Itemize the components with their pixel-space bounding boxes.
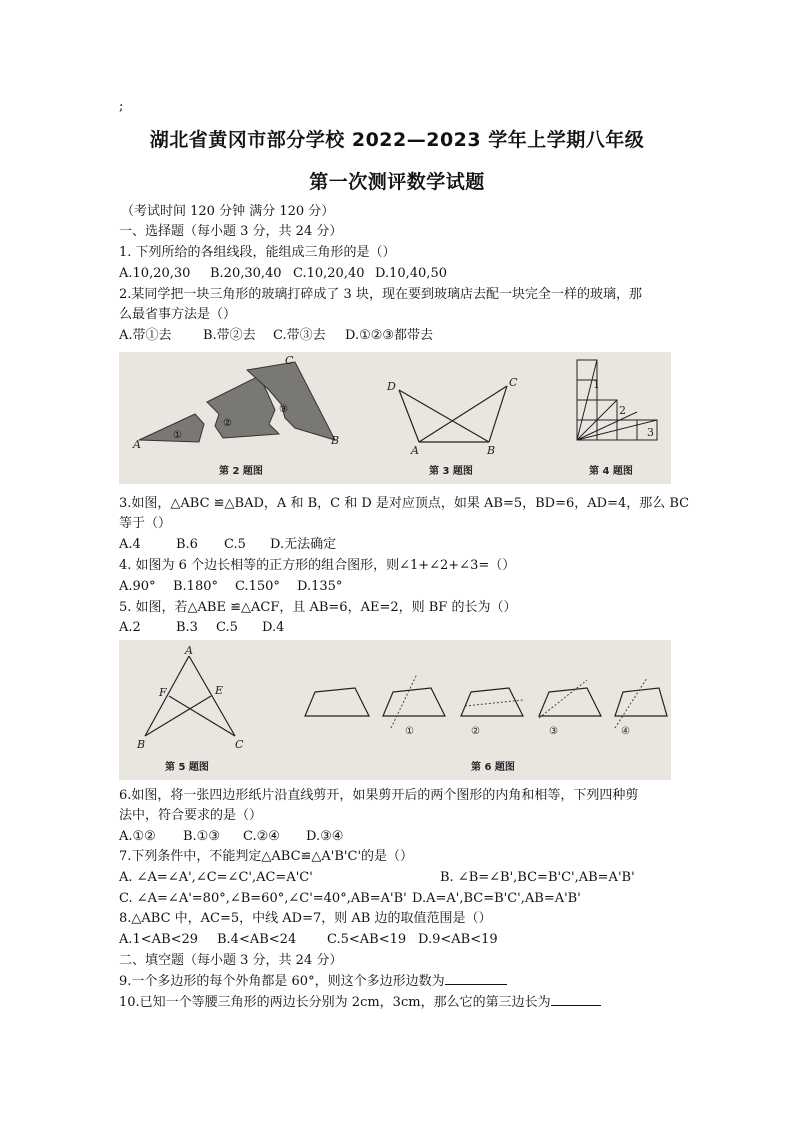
q2-option-a: A.带①去 bbox=[119, 328, 172, 343]
q4-option-d: D.135° bbox=[297, 579, 343, 594]
q5-stem: 5. 如图，若△ABE ≌△ACF，且 AB=6，AE=2，则 BF 的长为（） bbox=[119, 600, 517, 615]
q9-stem: 9.一个多边形的每个外角都是 60°，则这个多边形边数为 bbox=[119, 974, 445, 989]
fig2-label-piece1: ① bbox=[173, 430, 182, 441]
q3-option-c: C.5 bbox=[224, 537, 246, 552]
fig5-line-ac bbox=[189, 656, 235, 736]
fig5-caption: 第 5 题图 bbox=[165, 762, 209, 773]
q7-stem: 7.下列条件中，不能判定△ABC≌△A'B'C'的是（） bbox=[119, 849, 414, 864]
q3-option-b: B.6 bbox=[176, 537, 198, 552]
q1-option-b: B.20,30,40 bbox=[210, 266, 282, 281]
q3-option-a: A.4 bbox=[119, 537, 141, 552]
q9-answer-blank[interactable] bbox=[445, 972, 507, 985]
q2-stem-line1: 2.某同学把一块三角形的玻璃打碎成了 3 块，现在要到玻璃店去配一块完全一样的玻璃，那 bbox=[119, 287, 642, 302]
q7-option-c: C. ∠A=∠A'=80°,∠B=60°,∠C'=40°,AB=A'B' bbox=[119, 891, 407, 906]
fig4-caption: 第 4 题图 bbox=[589, 466, 633, 477]
fig5-label-c: C bbox=[235, 738, 244, 751]
q9-line bbox=[119, 972, 507, 991]
q7-option-d: D.A=A',BC=B'C',AB=A'B' bbox=[412, 891, 581, 906]
q8-stem: 8.△ABC 中，AC=5，中线 AD=7，则 AB 边的取值范围是（） bbox=[119, 911, 492, 926]
fig6-label-1: ① bbox=[405, 726, 414, 737]
q4-option-a: A.90° bbox=[119, 579, 156, 594]
q4-stem: 4. 如图为 6 个边长相等的正方形的组合图形，则∠1+∠2+∠3=（） bbox=[119, 558, 516, 573]
q2-option-b: B.带②去 bbox=[203, 328, 256, 343]
fig4-label-3: 3 bbox=[647, 426, 654, 439]
fig6-dashed-1 bbox=[391, 674, 417, 728]
fig3-triangles bbox=[399, 386, 507, 442]
fig5-label-b: B bbox=[137, 738, 146, 751]
fig3-label-b: B bbox=[487, 444, 496, 457]
fig6-original bbox=[305, 688, 369, 716]
fig6-cut-3 bbox=[539, 688, 601, 716]
fig5-line-ab bbox=[145, 656, 189, 736]
q6-option-b: B.①③ bbox=[183, 829, 220, 844]
q5-option-d: D.4 bbox=[262, 620, 285, 635]
q7-option-b: B. ∠B=∠B',BC=B'C',AB=A'B' bbox=[440, 870, 635, 885]
figures-row1-svg bbox=[119, 352, 671, 484]
fig4-square bbox=[617, 420, 637, 440]
q8-option-b: B.4<AB<24 bbox=[217, 932, 297, 947]
fig3-caption: 第 3 题图 bbox=[429, 466, 473, 477]
fig3-line-da bbox=[399, 390, 419, 442]
q6-option-d: D.③④ bbox=[306, 829, 344, 844]
fig4-diagonal-4 bbox=[577, 412, 637, 440]
fig5-label-f: F bbox=[159, 686, 167, 699]
fig3-label-c: C bbox=[509, 376, 518, 389]
q10-stem: 10.已知一个等腰三角形的两边长分别为 2cm，3cm，那么它的第三边长为 bbox=[119, 995, 551, 1010]
q5-option-b: B.3 bbox=[176, 620, 198, 635]
fig6-cut-4 bbox=[615, 688, 667, 716]
fig4-label-2: 2 bbox=[619, 404, 626, 417]
q3-stem-line2: 等于（） bbox=[119, 516, 172, 531]
q8-option-a: A.1<AB<29 bbox=[119, 932, 199, 947]
fig6-dashed-2 bbox=[465, 700, 523, 706]
fig6-label-2: ② bbox=[471, 726, 480, 737]
q10-answer-blank[interactable] bbox=[551, 993, 601, 1006]
fig3-line-cb bbox=[489, 386, 507, 442]
q2-option-c: C.带③去 bbox=[273, 328, 326, 343]
fig6-cut-1 bbox=[383, 688, 445, 716]
fig2-label-piece2: ② bbox=[223, 418, 232, 429]
fig2-label-a: A bbox=[133, 438, 141, 451]
q8-option-d: D.9<AB<19 bbox=[418, 932, 498, 947]
stray-mark: ; bbox=[119, 99, 124, 114]
fig6-cut-lines bbox=[391, 674, 647, 728]
figures-row1-photo bbox=[119, 352, 671, 484]
q1-stem: 1. 下列所给的各组线段，能组成三角形的是（） bbox=[119, 245, 396, 260]
q6-option-a: A.①② bbox=[119, 829, 156, 844]
q3-stem-line1: 3.如图，△ABC ≌△BAD，A 和 B，C 和 D 是对应顶点，如果 AB=5，BD=6，AD=4，那么 BC bbox=[119, 496, 690, 511]
fig2-piece-1 bbox=[139, 414, 204, 442]
section2-heading: 二、填空题（每小题 3 分，共 24 分） bbox=[119, 953, 343, 968]
fig6-label-4: ④ bbox=[621, 726, 630, 737]
fig4-squares bbox=[577, 360, 657, 440]
q6-stem-line2: 法中，符合要求的是（） bbox=[119, 808, 263, 823]
figures-row2-svg bbox=[119, 640, 671, 780]
fig5-label-a: A bbox=[185, 644, 193, 657]
fig2-label-b: B bbox=[331, 434, 340, 447]
q2-option-d: D.①②③都带去 bbox=[345, 328, 434, 343]
q1-option-c: C.10,20,40 bbox=[293, 266, 365, 281]
q6-option-c: C.②④ bbox=[243, 829, 280, 844]
page-title-line2: 第一次测评数学试题 bbox=[309, 171, 485, 193]
q2-stem-line2: 么最省事方法是（） bbox=[119, 307, 237, 322]
q4-option-b: B.180° bbox=[173, 579, 218, 594]
fig3-label-d: D bbox=[387, 380, 396, 393]
q8-option-c: C.5<AB<19 bbox=[327, 932, 407, 947]
exam-info: （考试时间 120 分钟 满分 120 分） bbox=[121, 204, 335, 219]
page-title-line1: 湖北省黄冈市部分学校 2022—2023 学年上学期八年级 bbox=[149, 129, 645, 151]
fig5-label-e: E bbox=[215, 684, 224, 697]
q4-option-c: C.150° bbox=[235, 579, 280, 594]
fig2-label-c: C bbox=[285, 354, 294, 367]
fig6-label-3: ③ bbox=[549, 726, 558, 737]
q5-option-a: A.2 bbox=[119, 620, 141, 635]
fig3-line-db bbox=[399, 390, 489, 442]
q10-line bbox=[119, 993, 601, 1012]
q1-option-a: A.10,20,30 bbox=[119, 266, 191, 281]
q6-stem-line1: 6.如图，将一张四边形纸片沿直线剪开，如果剪开后的两个图形的内角和相等，下列四种剪 bbox=[119, 788, 639, 803]
fig2-label-piece3: ③ bbox=[279, 404, 288, 415]
fig4-label-1: 1 bbox=[593, 378, 600, 391]
fig3-line-ca bbox=[419, 386, 507, 442]
fig2-caption: 第 2 题图 bbox=[219, 466, 263, 477]
q7-option-a: A. ∠A=∠A',∠C=∠C',AC=A'C' bbox=[119, 870, 313, 885]
fig3-label-a: A bbox=[411, 444, 419, 457]
q3-option-d: D.无法确定 bbox=[270, 537, 337, 552]
fig6-cut-2 bbox=[461, 688, 523, 716]
fig2-broken-triangle bbox=[132, 354, 339, 477]
q5-option-c: C.5 bbox=[216, 620, 238, 635]
section1-heading: 一、选择题（每小题 3 分，共 24 分） bbox=[119, 224, 343, 239]
fig6-caption: 第 6 题图 bbox=[471, 762, 515, 773]
q1-option-d: D.10,40,50 bbox=[375, 266, 447, 281]
fig6-trapezoids bbox=[305, 688, 667, 716]
fig4-square bbox=[577, 400, 597, 420]
figures-row2-photo bbox=[119, 640, 671, 780]
